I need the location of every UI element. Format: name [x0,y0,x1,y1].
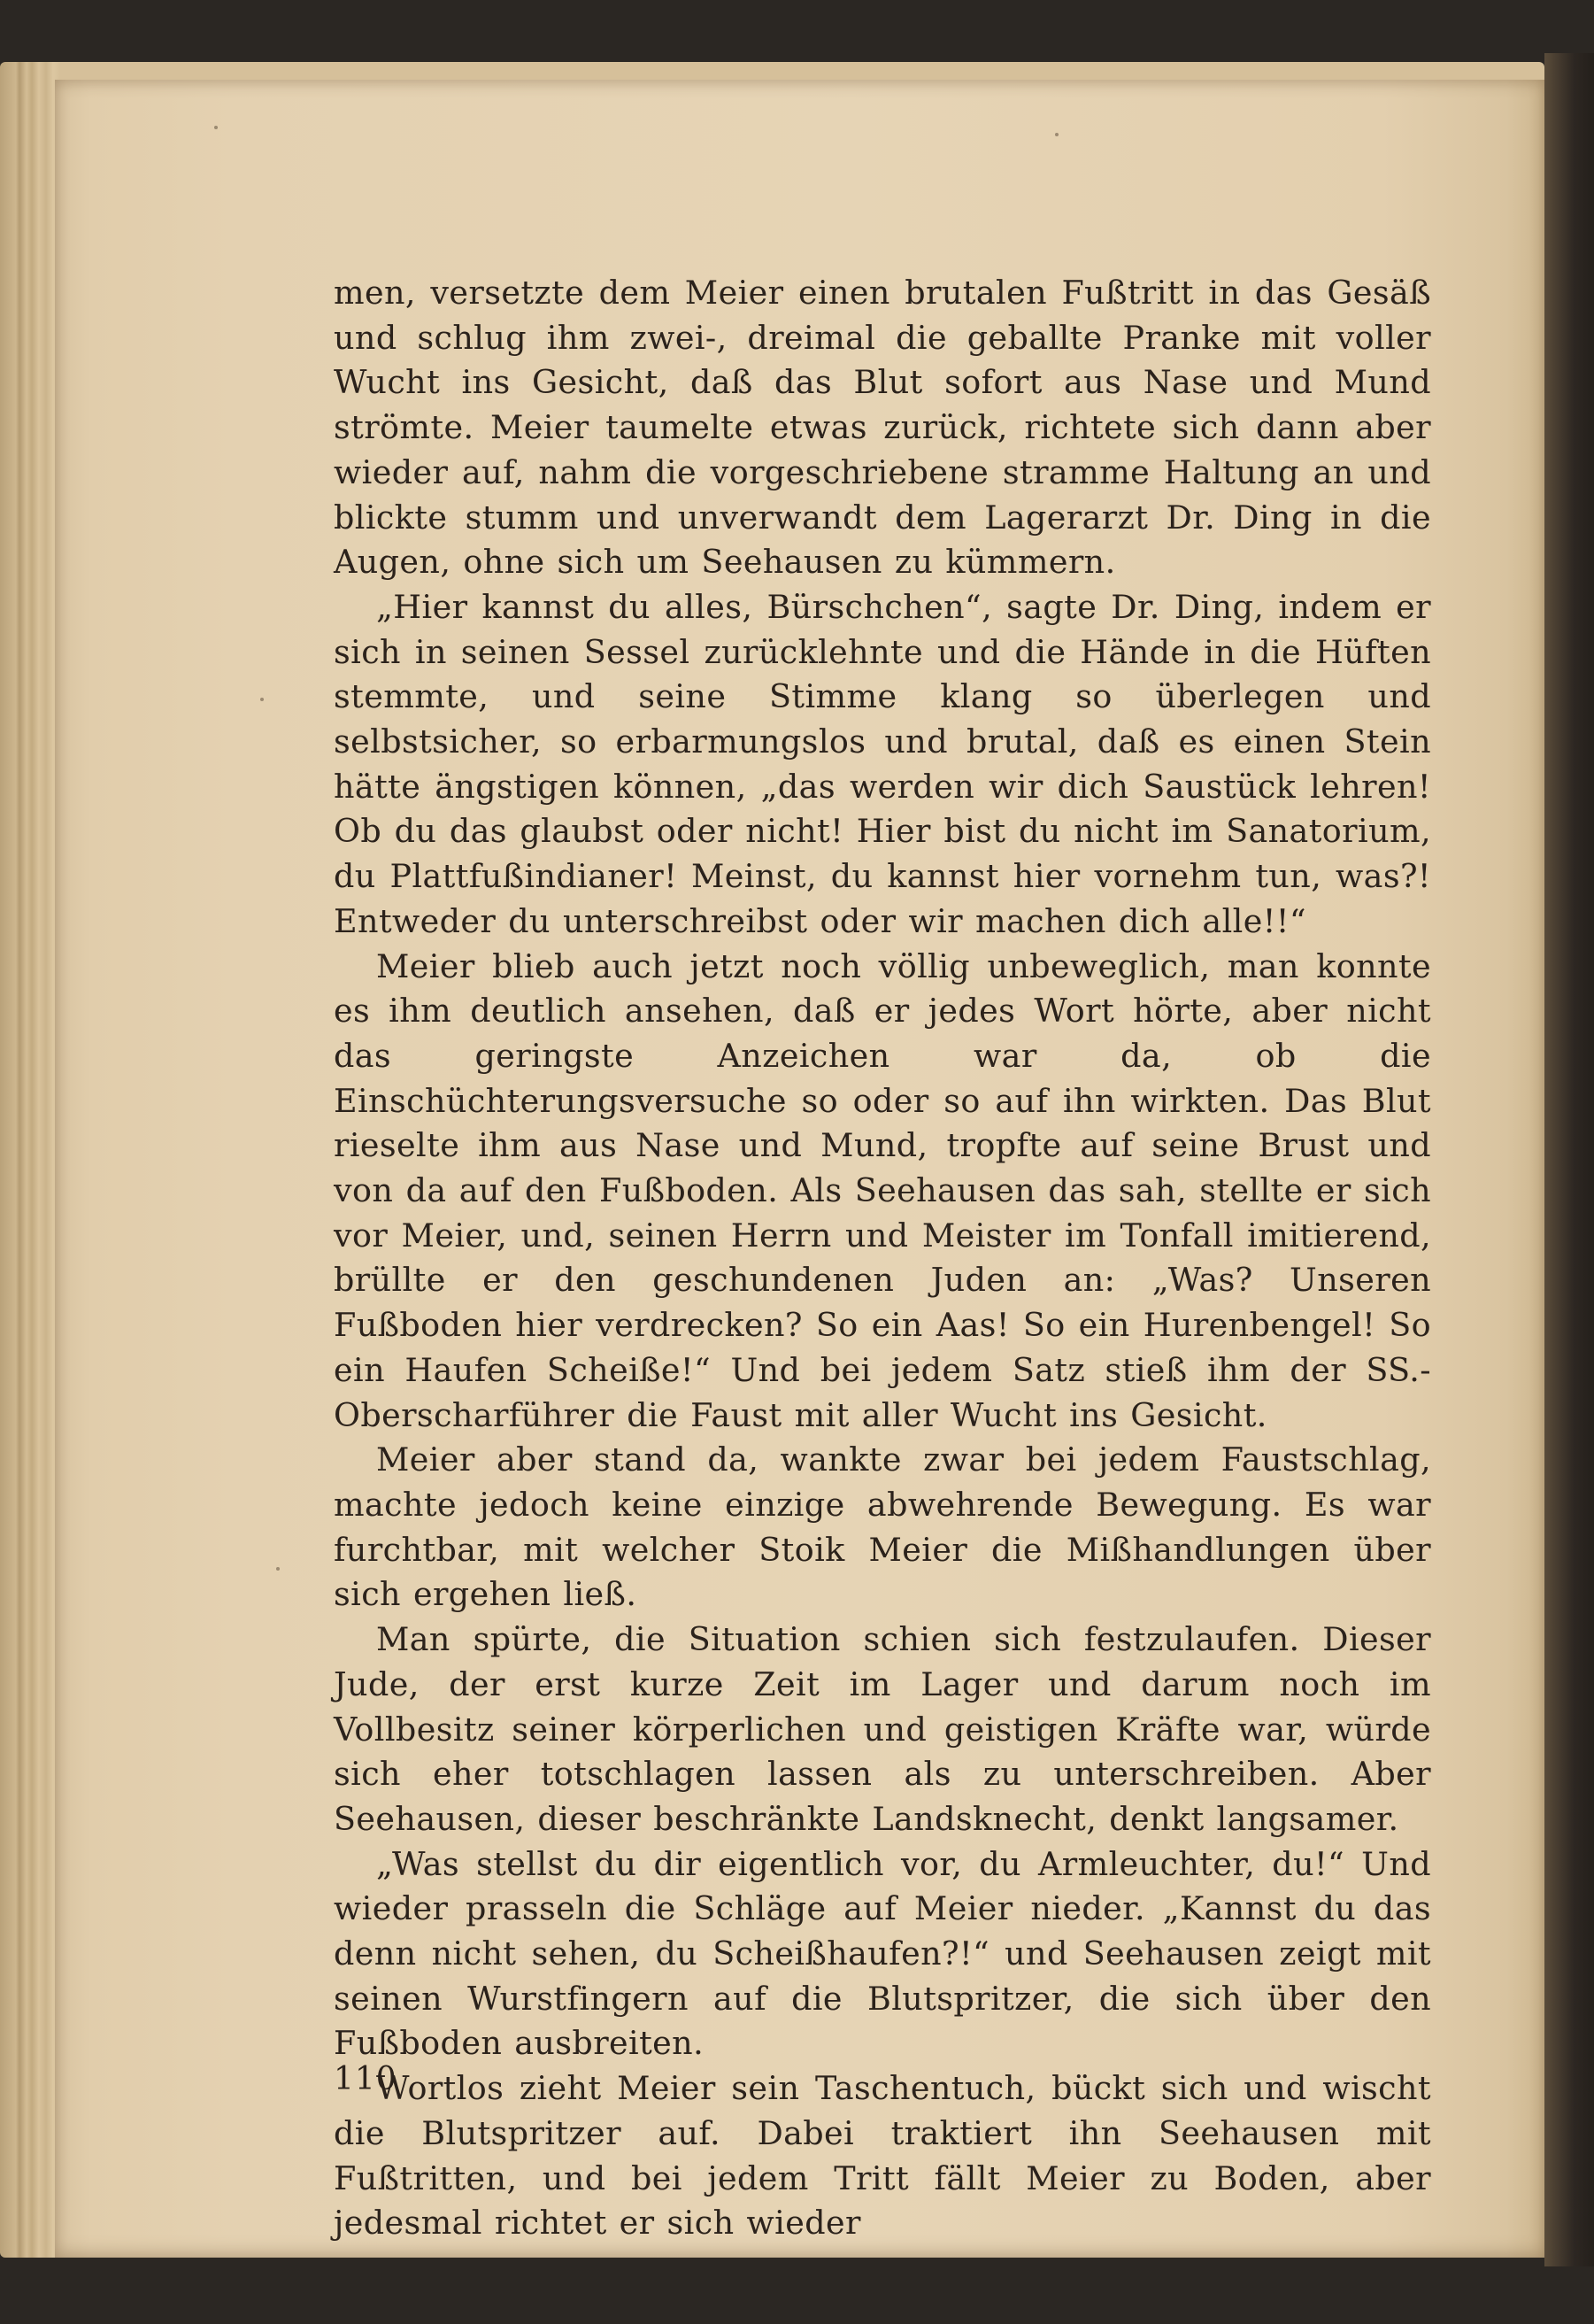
paragraph: Wortlos zieht Meier sein Taschentuch, bückt sich und wischt die Blutspritzer auf. Dabei traktiert ihn Seehausen mit Fußtritten, und bei jedem Tritt fällt Meier zu Boden, aber jedesmal richtet er sich wieder [334,2069,1431,2243]
paragraph: „Was stellst du dir eigentlich vor, du Armleuchter, du!“ Und wieder prasseln die Schläge auf Meier nieder. „Kannst du das denn nicht sehen, du Scheißhaufen?!“ und Seehausen zeigt mit seinen Wurstfingern auf die Blutspritzer, die sich über den Fußboden ausbreiten. [334,1844,1431,2063]
paragraph: Meier blieb auch jetzt noch völlig unbeweglich, man konnte es ihm deutlich ansehen, daß er jedes Wort hörte, aber nicht das geringste Anzeichen war da, ob die Einschüchterungsversuche so oder so auf ihn wirkten. Das Blut rieselte ihm aus Nase und Mund, tropfte auf seine Brust und von da auf den Fußboden. Als Seehausen das sah, stellte er sich vor Meier, und, seinen Herrn und Meister im Tonfall imitierend, brüllte er den geschundenen Juden an: „Was? Unseren Fußboden hier verdrecken? So ein Aas! So ein Hurenbengel! So ein Haufen Scheiße!“ Und bei jedem Satz stieß ihm der SS.-Oberscharführer die Faust mit aller Wucht ins Gesicht. [334,946,1431,1434]
paragraph: „Hier kannst du alles, Bürschchen“, sagte Dr. Ding, indem er sich in seinen Sessel zurücklehnte und die Hände in die Hüften stemmte, und seine Stimme klang so überlegen und selbstsicher, so erbarmungslos und brutal, daß es einen Stein hätte ängstigen können, „das werden wir dich Saustück lehren! Ob du das glaubst oder nicht! Hier bist du nicht im Sanatorium, du Plattfußindianer! Meinst, du kannst hier vornehm tun, was?! Entweder du unterschreibst oder wir machen dich alle!!“ [334,587,1431,940]
paper-speck [260,698,264,701]
paper-speck [1055,133,1059,136]
book-fore-edge [1544,53,1594,2266]
paragraph: Man spürte, die Situation schien sich festzulaufen. Dieser Jude, der erst kurze Zeit im Lager und darum noch im Vollbesitz seiner körperlichen und geistigen Kräfte war, würde sich eher totschlagen lassen als zu unterschreiben. Aber Seehausen, dieser beschränkte Landsknecht, denkt langsamer. [334,1620,1431,1838]
paper-speck [214,126,218,129]
body-text [334,271,1431,2246]
page-number: 110 [334,2061,397,2097]
paper-speck [276,1567,280,1571]
paragraph: Meier aber stand da, wankte zwar bei jedem Faustschlag, machte jedoch keine einzige abwehrende Bewegung. Es war furchtbar, mit welcher Stoik Meier die Mißhandlungen über sich ergehen ließ. [334,1440,1431,1614]
paragraph: men, versetzte dem Meier einen brutalen Fußtritt in das Gesäß und schlug ihm zwei-, dreimal die geballte Pranke mit voller Wucht ins Gesicht, daß das Blut sofort aus Nase und Mund strömte. Meier taumelte etwas zurück, richtete sich dann aber wieder auf, nahm die vorgeschriebene stramme Haltung an und blickte stumm und unverwandt dem Lagerarzt Dr. Ding in die Augen, ohne sich um Seehausen zu kümmern. [334,274,1431,582]
